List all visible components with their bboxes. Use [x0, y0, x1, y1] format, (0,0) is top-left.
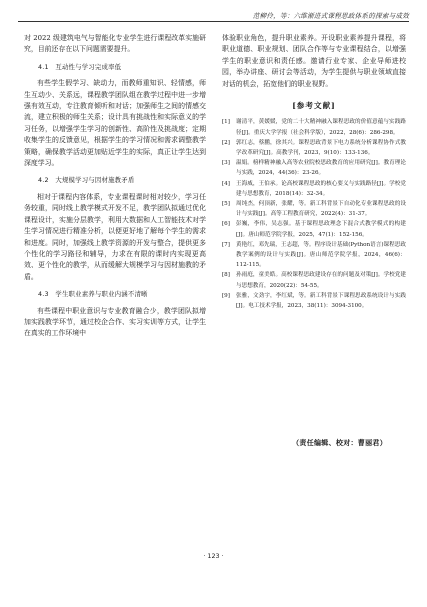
- reference-number: [2]: [222, 139, 230, 146]
- reference-text: 郭红志，蔡鹏，徐其兴。课程思政背景下电力系统分析课程协作式教学改革研究[J]。高教学刊，2023，9(10)：133-136。: [236, 139, 406, 157]
- reference-item: [222, 158, 406, 178]
- reference-list: [222, 117, 406, 311]
- reference-item: [222, 240, 406, 271]
- reference-number: [9]: [222, 292, 230, 299]
- page-number: · 123 ·: [203, 552, 224, 560]
- editor-credit: （责任编辑、校对：曹丽君）: [292, 438, 387, 447]
- references-title: [参考文献]: [292, 101, 336, 111]
- left-column: [24, 33, 206, 340]
- reference-text: 彭巍，李伟，吴志强。基于课程思政理念下混合式教学模式的构建[J]。唐山师范学院学报，2025，47(1)：152-156。: [236, 221, 406, 238]
- reference-text: 温娟。榜样精神融入高等农业院校思政教育的应用研究[J]。教育理论与实践，2024，44(36)：23-26。: [236, 160, 406, 177]
- intro-paragraph: 对 2022 级建筑电气与智能化专业学生进行课程改革实施研究，目前还存在以下问题需要提升。: [24, 34, 206, 54]
- right-column: [222, 33, 406, 311]
- reference-item: [222, 219, 406, 239]
- reference-text: 谢清平，黄媛媛，党的二十大精神融入课程思政的价值意蕴与实践路径[J]。重庆大学学报（社会科学版），2022，28(6)：286-298。: [236, 119, 406, 136]
- reference-item: [222, 117, 406, 137]
- header-rule: [18, 21, 409, 22]
- reference-item: [222, 270, 406, 290]
- reference-text: 王海威，王伯承。论高校课程思政的核心要义与实践路径[J]。学校党建与思想教育，2018(14)：32-34。: [236, 180, 406, 197]
- section-4-2-paragraph: 相对于课程内容体系，专业课程课时相对较少，学习任务较重，同时线上教学模式开发不足，教学团队拟通过优化课程设计，实施分层教学，利用大数据和人工智能技术对学生学习情况进行精准分析，以便更好地了解每个学生的需求和进度。同时，加强线上教学资源的开发与整合，提供更多个性化的学习路径和辅导，力求在有限的课时内实现更高效、更个性化的教学，从而缓解大规模学习与因材施教的矛盾。: [24, 192, 206, 281]
- reference-item: [222, 138, 406, 158]
- reference-text: 黄艳红，邓先瑞，王志超，等。程序设计基础(Python语言)课程思政教学案例的设计与实践[J]。唐山师范学院学报，2024，46(6)：112-115。: [236, 241, 406, 269]
- section-heading-4-2: 4.2 大规模学习与因材施教矛盾: [38, 176, 135, 185]
- reference-number: [4]: [222, 180, 230, 187]
- reference-text: 张雅，文劲宇，李红斌，等。新工科背景下课程思政系统设计与实践[J]。电工技术学报，2023，38(11)：3094-3100。: [236, 292, 406, 310]
- running-header: 范柳伶，等：六维渐进式课程思政体系的探索与成效: [252, 12, 409, 20]
- reference-number: [3]: [222, 160, 230, 167]
- reference-item: [222, 179, 406, 199]
- reference-number: [5]: [222, 201, 230, 208]
- reference-number: [6]: [222, 221, 230, 228]
- reference-number: [7]: [222, 241, 230, 248]
- reference-text: 周纯杰，何顶新，张耀，等。新工科背景下自动化专业课程思政的设计与实践[J]。高等工程教育研究，2022(4)：31-37。: [236, 201, 406, 218]
- reference-text: 孙雨庭，童美皓。高校课程思政建设存在的问题及对策[J]。学校党建与思想教育，2020(22)：54-55。: [236, 272, 406, 289]
- continued-paragraph: 体验职业角色，提升职业素养。开设职业素养提升课程，将职业道德、职业规划、团队合作等与专业课程结合，以增强学生的职业意识和责任感。邀请行业专家、企业导师进校园，举办讲座、研讨会等活动，为学生提供与职业领域直接对话的机会，拓宽他们的职业视野。: [222, 34, 406, 88]
- section-heading-4-1: 4.1 互动性与学习完成率低: [38, 62, 122, 71]
- section-4-3-paragraph: 有些课程中职业意识与专业教育融合少，教学团队拟增加实践教学环节，通过校企合作、实习实训等方式，让学生在真实的工作环境中: [24, 306, 206, 338]
- reference-item: [222, 291, 406, 311]
- section-heading-4-3: 4.3 学生职业素养与职业内涵不清晰: [38, 290, 148, 299]
- reference-number: [1]: [222, 119, 230, 126]
- reference-item: [222, 199, 406, 219]
- reference-number: [8]: [222, 272, 230, 279]
- section-4-1-paragraph: 有些学生假学习、缺动力，而教师重知识、轻情感，师生互动少、关系远，课程教学团队组在教学过程中进一步增强有效互动，专注教育倾听和对话；加强师生之间的情感交流，建立积极的师生关系；设计具有挑战性和实际意义的学习任务，以增强学生学习的创新性、高阶性及挑战度；定期收集学生的反馈意见，根据学生的学习情况和需求调整教学策略，确保教学活动更加贴近学生的实际，真正让学生达到深度学习。: [24, 79, 206, 168]
